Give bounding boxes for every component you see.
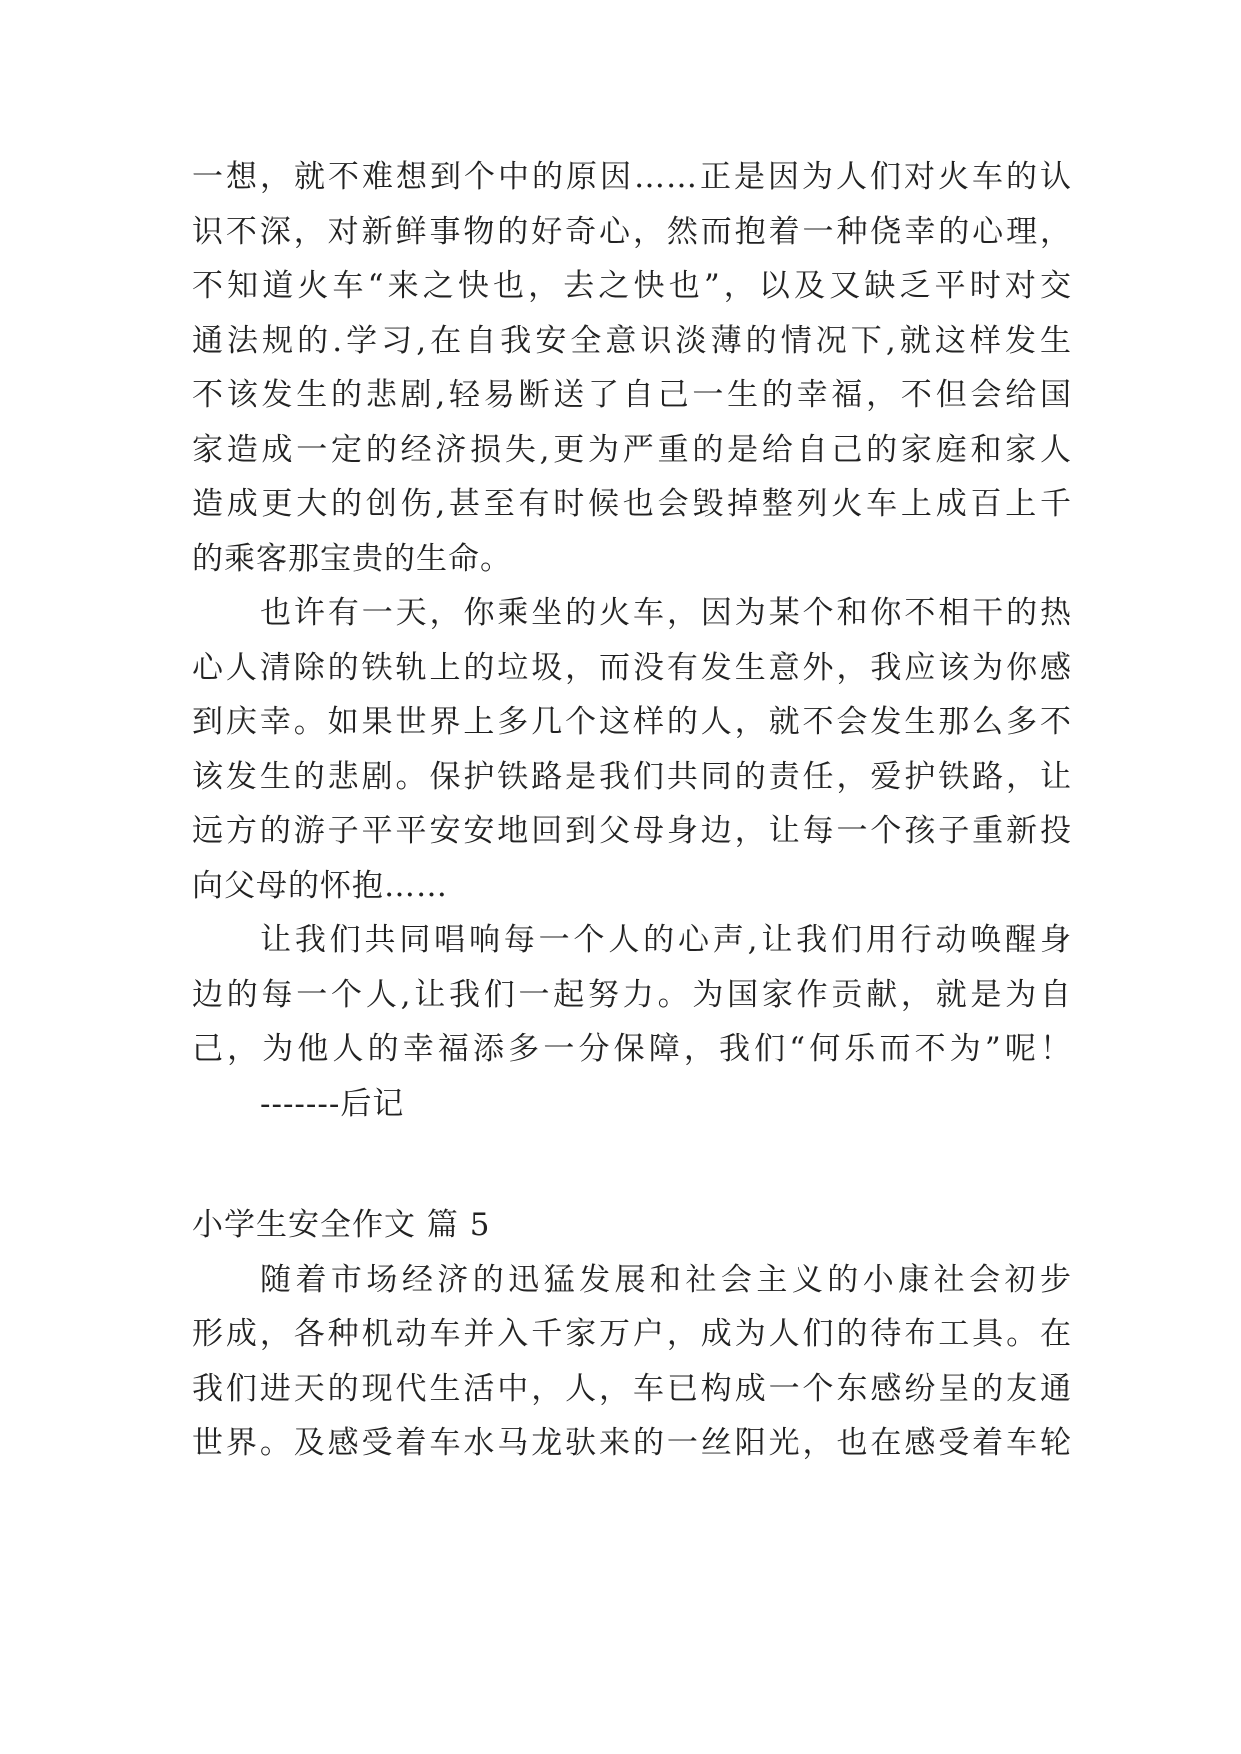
paragraph-line: 不知道火车“来之快也，去之快也”，以及又缺乏平时对交 [192,268,1072,304]
paragraph-line: 己，为他人的幸福添多一分保障，我们“何乐而不为”呢！ [192,1031,1072,1067]
paragraph-line: 造成更大的创伤,甚至有时候也会毁掉整列火车上成百上千 [192,486,1072,522]
paragraph-line: 识不深，对新鲜事物的好奇心，然而抱着一种侥幸的心理， [192,213,1072,250]
section-heading: 小学生安全作文 篇 5 [192,1207,491,1243]
paragraph-line: 让我们共同唱响每一个人的心声,让我们用行动唤醒身 [260,922,1072,958]
paragraph-line: 边的每一个人,让我们一起努力。为国家作贡献，就是为自 [192,976,1072,1013]
paragraph-line: 世界。及感受着车水马龙驮来的一丝阳光，也在感受着车轮 [192,1425,1072,1461]
paragraph-line: 的乘客那宝贵的生命。 [192,540,512,577]
paragraph-line: 心人清除的铁轨上的垃圾，而没有发生意外，我应该为你感 [192,649,1072,686]
afterword-line: -------后记 [260,1085,405,1122]
paragraph-line: 不该发生的悲剧,轻易断送了自己一生的幸福，不但会给国 [192,377,1072,413]
paragraph-line: 我们进天的现代生活中，人，车已构成一个东感纷呈的友通 [192,1370,1072,1407]
paragraph-line: 到庆幸。如果世界上多几个这样的人，就不会发生那么多不 [192,704,1072,740]
paragraph-line: 形成，各种机动车并入千家万户，成为人们的待布工具。在 [192,1316,1072,1352]
section-5 [192,1198,1072,1471]
paragraph-line: 也许有一天，你乘坐的火车，因为某个和你不相干的热 [260,595,1072,631]
paragraph-line: 家造成一定的经济损失,更为严重的是给自己的家庭和家人 [192,431,1072,468]
paragraph-line: 向父母的怀抱…… [192,867,448,904]
paragraph-line: 该发生的悲剧。保护铁路是我们共同的责任，爱护铁路，让 [192,758,1072,795]
paragraph-line: 远方的游子平平安安地回到父母身边，让每一个孩子重新投 [192,813,1072,849]
paragraph-line: 通法规的.学习,在自我安全意识淡薄的情况下,就这样发生 [192,322,1072,359]
paragraph-line: 一想，就不难想到个中的原因……正是因为人们对火车的认 [192,159,1072,195]
paragraph-train-accident [192,150,1072,1131]
paragraph-line: 随着市场经济的迅猛发展和社会主义的小康社会初步 [260,1261,1072,1298]
